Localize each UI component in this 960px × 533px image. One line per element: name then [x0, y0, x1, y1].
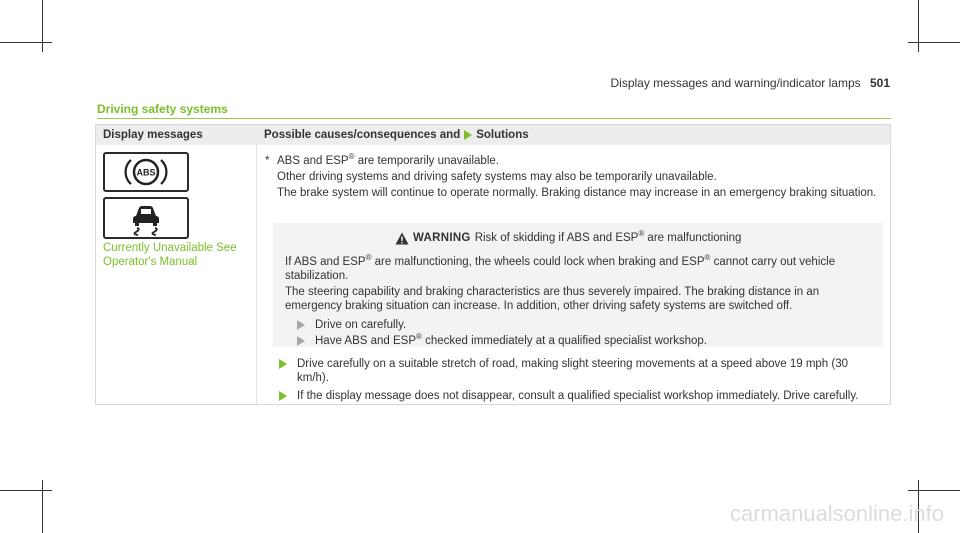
solution-arrow-icon — [464, 130, 472, 140]
warning-step-1 — [297, 318, 406, 332]
running-header — [611, 76, 891, 90]
warning-text: If ABS and ESP — [285, 256, 366, 268]
display-message-text: Currently Unavailable See Operator's Manual — [103, 242, 237, 268]
step-arrow-icon — [297, 320, 305, 330]
warning-step-text: Drive on carefully. — [315, 319, 407, 331]
page-number: 501 — [869, 76, 890, 90]
cause-text: are temporarily unavailable. — [354, 155, 499, 167]
crop-mark — [42, 0, 43, 52]
warning-step-2 — [297, 334, 707, 348]
skid-control-icon — [103, 197, 189, 239]
warning-step-text: Have ABS and ESP — [315, 335, 417, 347]
section-divider — [97, 118, 891, 119]
causes-cell — [257, 145, 890, 404]
warning-step-text: checked immediately at a qualified specialist workshop. — [421, 335, 708, 347]
cause-text: ABS and ESP — [277, 155, 349, 167]
warning-title — [395, 231, 741, 245]
display-message-cell — [96, 145, 256, 404]
crop-mark — [0, 42, 52, 43]
solution-text: If the display message does not disappear, consult a qualified specialist workshop immediately. Drive carefully. — [297, 390, 859, 402]
warning-paragraph-1 — [285, 255, 873, 283]
col-header-solutions: Solutions — [476, 129, 529, 141]
warning-title-part: Risk of skidding if ABS and ESP — [474, 232, 639, 244]
registered-mark: ® — [348, 152, 355, 162]
warning-title-text — [475, 231, 742, 245]
registered-mark: ® — [416, 332, 422, 342]
display-message-table — [95, 124, 891, 405]
solution-step-1 — [279, 357, 879, 385]
warning-title-part: are malfunctioning — [644, 232, 742, 244]
cause-line-1 — [277, 154, 877, 168]
col-header-causes-text: Possible causes/consequences and — [264, 129, 461, 141]
col-header-display-messages: Display messages — [103, 129, 203, 141]
watermark: carmanualsonline.info — [729, 501, 944, 526]
warning-label: WARNING — [413, 232, 471, 244]
crop-mark — [908, 42, 960, 43]
registered-mark: ® — [704, 253, 711, 263]
solution-step-2 — [279, 389, 879, 403]
col-header-causes — [264, 129, 529, 141]
warning-text: are malfunctioning, the wheels could lock when braking and ESP — [371, 256, 705, 268]
registered-mark: ® — [638, 229, 645, 239]
warning-box — [273, 223, 883, 347]
solution-arrow-icon — [279, 359, 287, 369]
svg-text:ABS: ABS — [136, 167, 156, 178]
warning-paragraph-2: The steering capability and braking characteristics are thus severely impaired. The braking distance in an emergency braking situation can increase. In addition, other driving safety systems are switched off. — [285, 286, 820, 312]
cause-line-2: Other driving systems and driving safety systems may also be temporarily unavailable. — [277, 171, 717, 183]
crop-mark — [0, 490, 52, 491]
table-header — [96, 125, 890, 145]
step-arrow-icon — [297, 336, 305, 346]
section-title: Driving safety systems — [97, 102, 228, 116]
crop-mark — [908, 490, 960, 491]
cause-line-3: The brake system will continue to operate normally. Braking distance may increase in an emergency braking situation. — [277, 187, 877, 199]
solution-text: Drive carefully on a suitable stretch of road, making slight steering movements at a speed above 19 mph (30 km/h). — [297, 358, 849, 384]
registered-mark: ® — [365, 253, 372, 263]
solution-arrow-icon — [279, 391, 287, 401]
warning-text: cannot carry out vehicle stabilization. — [285, 256, 836, 282]
crop-mark — [42, 480, 43, 533]
warning-triangle-icon — [395, 232, 409, 245]
crop-mark — [918, 0, 919, 52]
running-title: Display messages and warning/indicator lamps — [610, 76, 861, 90]
footnote-asterisk: * — [265, 155, 270, 167]
abs-warning-icon — [103, 152, 189, 192]
